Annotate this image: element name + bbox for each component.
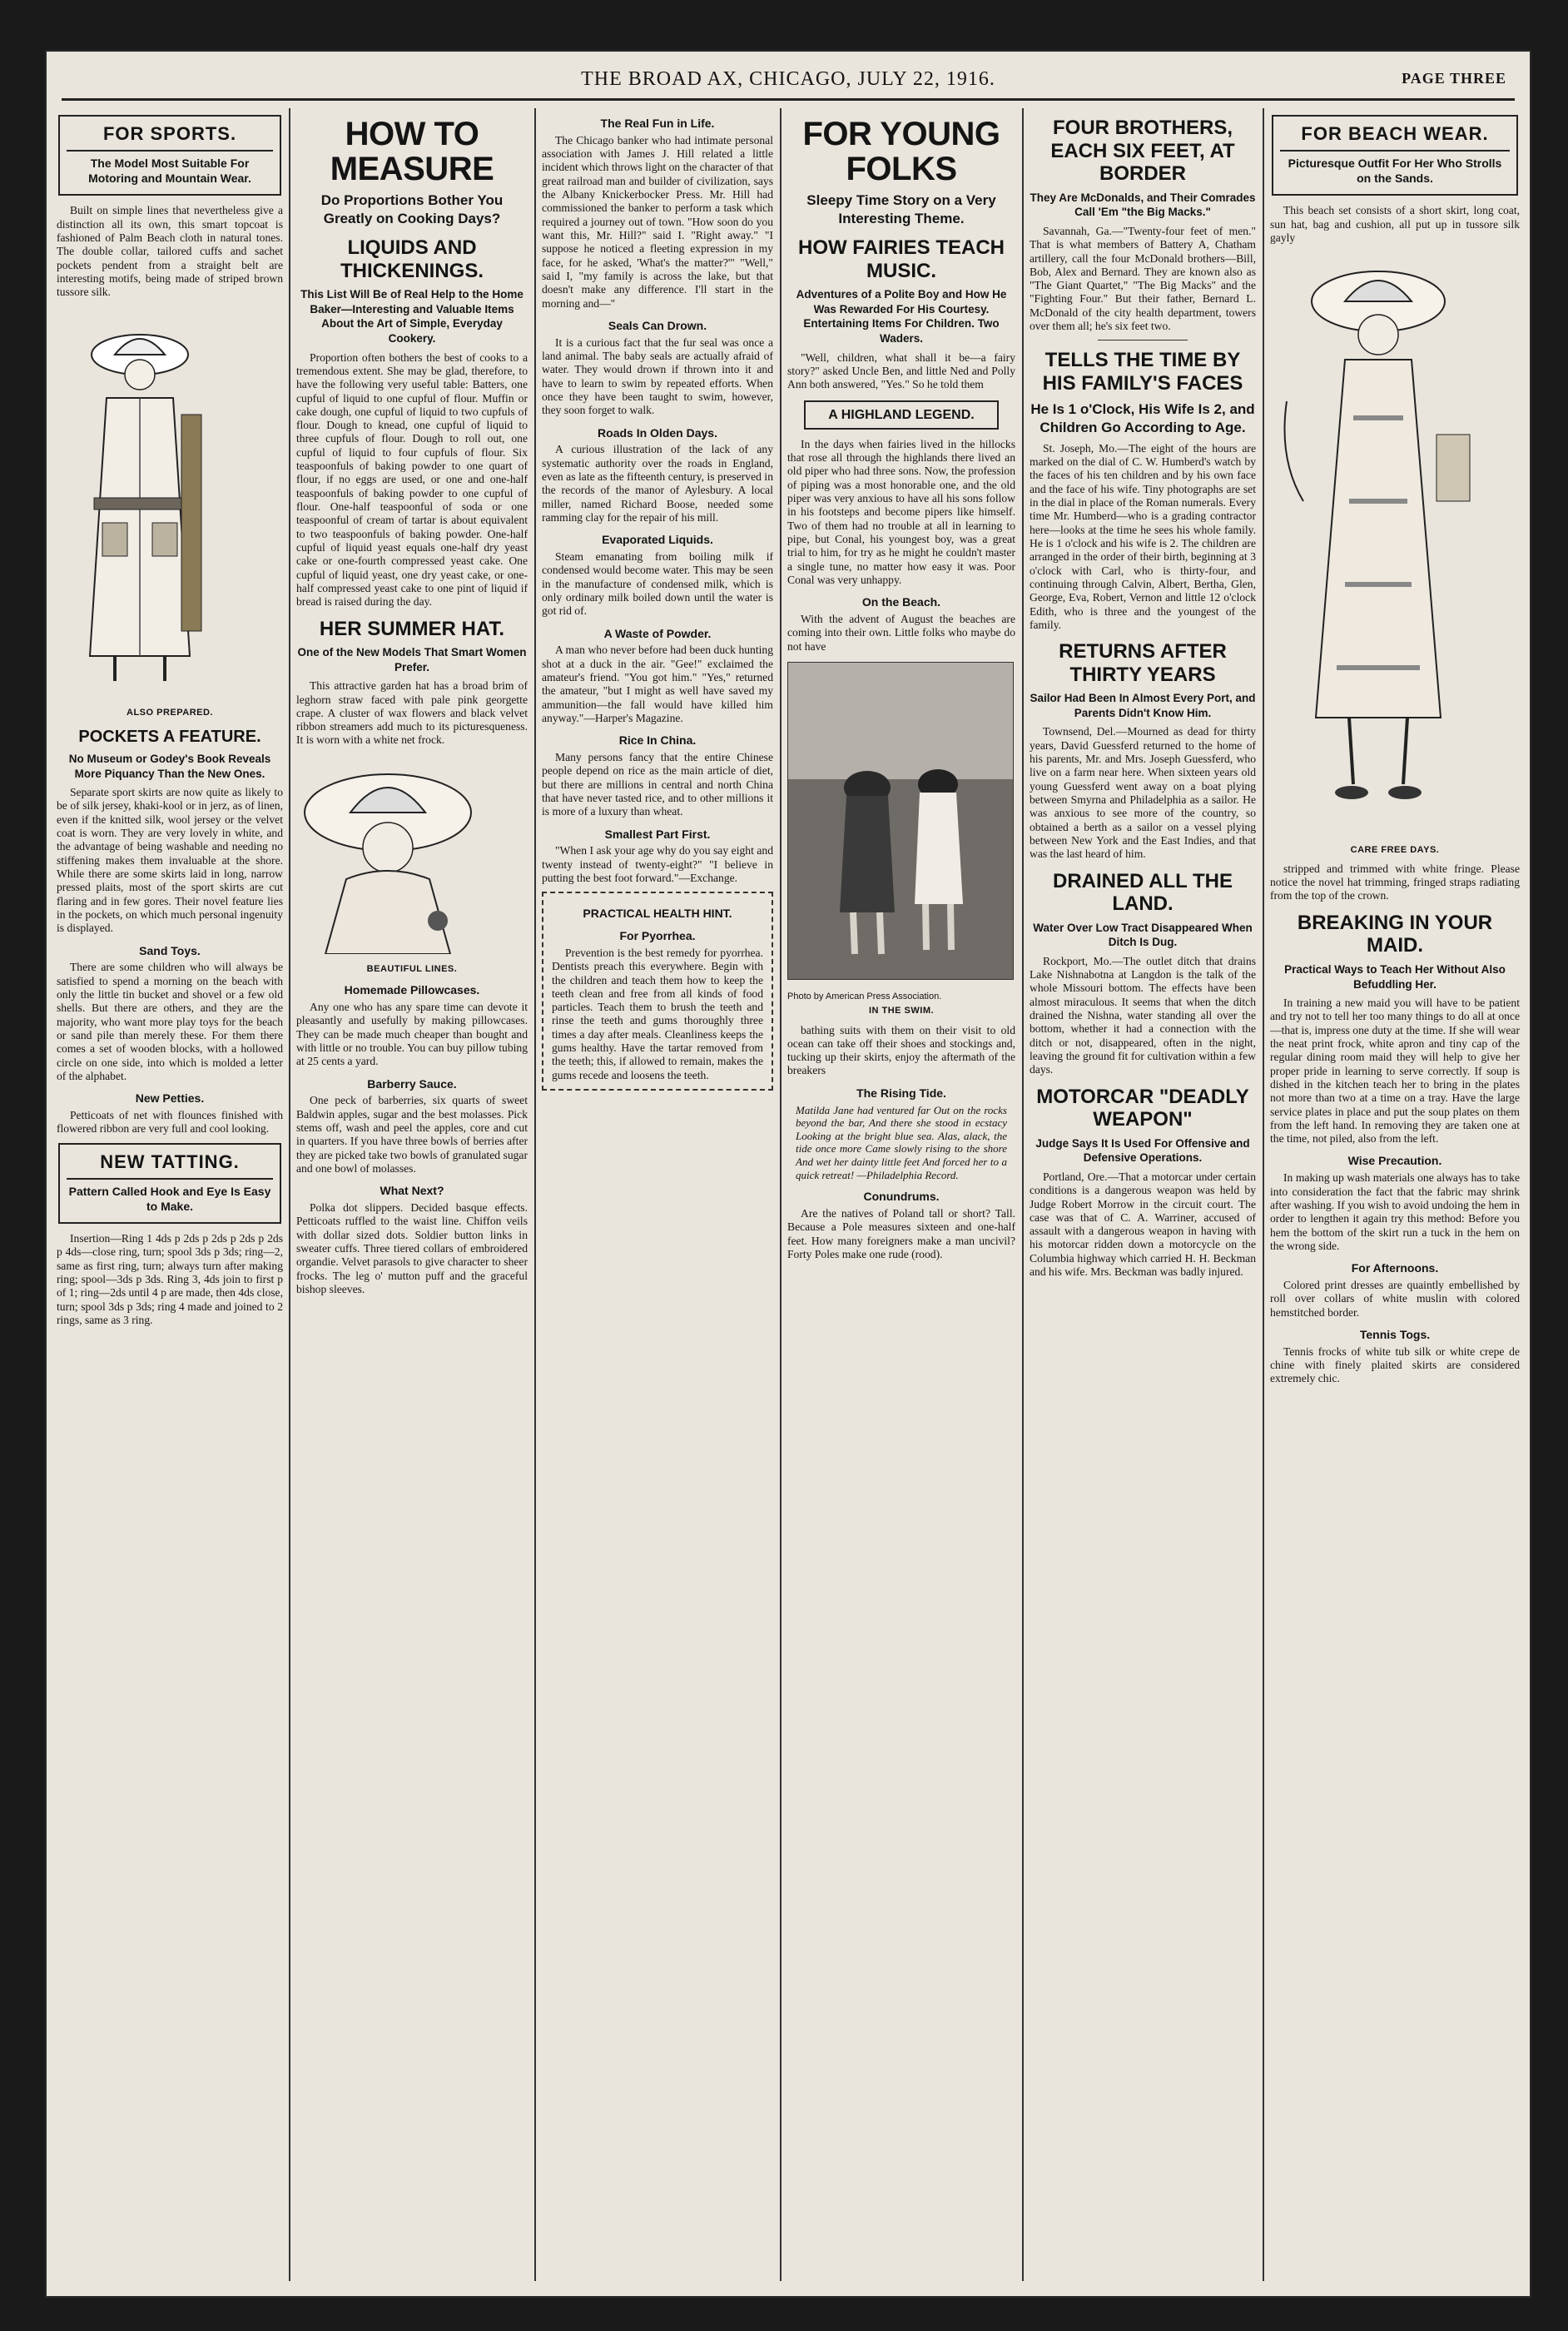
fairies-text: "Well, children, what shall it be—a fairy story?" asked Uncle Ben, and little Ned and Polly Ann both answered, "Yes." So he told them: [787, 350, 1015, 391]
on-the-beach-text-2: bathing suits with them on their visit to old ocean can take off their shoes and stockings and, tucking up their skirts, enjoy the aftermath of the breakers: [787, 1023, 1015, 1077]
breaking-in-maid-headline: BREAKING IN YOUR MAID.: [1297, 911, 1493, 957]
column-4: [787, 108, 1015, 2281]
fairies-deck: Adventures of a Polite Boy and How He Was Rewarded For His Courtesy. Entertaining Items For Children. Two Waders.: [796, 288, 1007, 345]
column-3: [542, 108, 773, 2281]
measure-text: Proportion often bothers the best of cooks to a tremendous extent. She may be glad, therefore, to have the following very useful table: Batters, one cupful of liquid to one cupful of flour. Muffin or cake dough, one cupful of liquid to two cupfuls of flour. Dough to knead, one cupful of liquid to three cupfuls of flour. Dough to roll out, one cupful of liquid to four cupfuls of flour. Six teaspoonfuls of baking powder to one quart of flour, if no eggs are used, or one and one-half teaspoonfuls of baking powder to one cupful of flour. One-half teaspoonful of soda or one teaspoonful of cream of tartar is about equivalent to two teaspoonfuls of baking powder. One-half cupful of liquid yeast equals one-half dry yeast cake or one-fourth compressed yeast cake. One cupful of liquid yeast, one dry yeast cake, or one-half compressed yeast cake to one pint of liquid if bread is raised during the day.: [296, 350, 528, 609]
pockets-deck: No Museum or Godey's Book Reveals More Piquancy Than the New Ones.: [68, 753, 271, 780]
what-next-text: Polka dot slippers. Decided basque effects. Petticoats ruffled to the waist line. Chiffon veils with dollar sized dots. Soldier button links in sweater cuffs. Three tiered collars of embroidered organdie. Velvet parasols to give character to sheer frocks. The leg o' mutton puff and the graceful bishop sleeves.: [296, 1201, 528, 1295]
tells-time-text: St. Joseph, Mo.—The eight of the hours are marked on the dial of C. W. Humberd's watch by the faces of his ten children and by his own face and the face of his wife. Tiny photographs are set in the dial in place of the Roman numerals. Every time Mr. Humberd—who is a grading contractor here—looks at the time he sees his whole family. He is 1 o'clock and his wife is 2. The children are arranged in the order of their birth, beginning at 3 o'clock with Carl, who is thirty-four, and continuing through Calvin, Albert, Bertha, Glen, George, Eva, Robert, Vernon and little 12 o'clock Edith, who is three and the youngest of the family.: [1030, 441, 1256, 631]
how-to-measure-deck: Do Proportions Bother You Greatly on Cooking Days?: [320, 192, 504, 227]
beach-wear-text: This beach set consists of a short skirt, long coat, sun hat, bag and cushion, all put up in tussore silk gayly: [1270, 204, 1520, 245]
returns-headline: RETURNS AFTER THIRTY YEARS: [1059, 640, 1227, 686]
highland-legend-label: A HIGHLAND LEGEND.: [804, 400, 999, 430]
new-tatting-title: NEW TATTING.: [67, 1151, 273, 1180]
liquids-deck: This List Will Be of Real Help to the Home Baker—Interesting and Valuable Items About the Art of Simple, Everyday Cookery.: [300, 288, 523, 345]
young-folks-deck: Sleepy Time Story on a Very Interesting Theme.: [806, 192, 996, 227]
sand-toys-text: There are some children who will always be satisfied to spend a morning on the beach with only the little tin bucket and shovel or a few old shells. But there are others, and they are the majority, who want more play toys for the beach or sand pile than merely these. For them there comes a set of wooden blocks, with a hollowed circle on one side, into which is molded a letter of the alphabet.: [57, 961, 283, 1082]
health-hint-title: PRACTICAL HEALTH HINT.: [583, 907, 732, 921]
column-2: [296, 108, 528, 2281]
photo-caption: IN THE SWIM.: [868, 1006, 935, 1016]
beach-wear-text-2: stripped and trimmed with white fringe. Please notice the novel hat trimming, fringed straps radiating from the top of the crown.: [1270, 862, 1520, 902]
for-afternoons-text: Colored print dresses are quaintly embellished by roll over collars of white muslin with colored hemstitched border.: [1270, 1278, 1520, 1319]
conundrums-text: Are the natives of Poland tall or short? Tall. Because a Pole measures sixteen and one-half feet. How many foreigners make a man uncivil? Forty Poles make one rude (rood).: [787, 1206, 1015, 1260]
waste-powder-headline: A Waste of Powder.: [603, 626, 712, 640]
masthead-title: THE BROAD AX, CHICAGO, JULY 22, 1916.: [581, 68, 995, 90]
sand-toys-headline: Sand Toys.: [139, 943, 201, 957]
summer-hat-text: This attractive garden hat has a broad brim of leghorn straw faced with pale pink georgette crape. A cluster of wax flowers and black velvet ribbon streamers add much to its picturesqueness. It is worn with a white net frock.: [296, 679, 528, 747]
sports-text: Built on simple lines that nevertheless give a distinction all its own, this smart topcoat is fashioned of Palm Beach cloth in natural tones. The double collar, tailored cuffs and sachet pockets pendent from a straight belt are interesting motifs, being made of striped brown tussore silk.: [57, 204, 283, 299]
in-the-swim-photo: [787, 662, 1014, 980]
pockets-headline: POCKETS A FEATURE.: [78, 728, 261, 747]
roads-headline: Roads In Olden Days.: [598, 425, 717, 440]
four-brothers-headline: FOUR BROTHERS, EACH SIX FEET, AT BORDER: [1050, 117, 1235, 186]
wise-precaution-headline: Wise Precaution.: [1347, 1154, 1442, 1168]
breaking-in-maid-deck: Practical Ways to Teach Her Without Also Befuddling Her.: [1284, 962, 1506, 991]
drained-deck: Water Over Low Tract Disappeared When Ditch Is Dug.: [1033, 921, 1253, 949]
new-petties-headline: New Petties.: [135, 1091, 205, 1106]
tells-time-headline: TELLS THE TIME BY HIS FAMILY'S FACES: [1042, 349, 1243, 395]
pockets-text: Separate sport skirts are now quite as likely to be of silk jersey, khaki-kool or in jerz, as of linen, even if the knitted silk, wool jersey or the velvet coat is worn. They are very lovely in white, and the advantage of being washable and needing no stiffening makes them invaluable at the shore. While there are some skirts laid in long, narrow pressed plaits, most of the sport skirts are cut flaring and in few gores. Their novel feature lies in the pockets, on which much personal ingenuity is displayed.: [57, 786, 283, 935]
page-label: PAGE THREE: [1402, 70, 1506, 87]
barberry-headline: Barberry Sauce.: [367, 1076, 457, 1091]
roads-text: A curious illustration of the lack of any systematic authority over the roads in England, even as late as the fifteenth century, is preserved in the records of the manor of Aylesbury. A local miller, named Richard Boose, needed some ramming clay for the repair of his mill.: [542, 443, 773, 524]
rice-text: Many persons fancy that the entire Chinese people depend on rice as the main article of diet, but there are millions in central and north China that have never tasted rice, and to other millions it is more of a luxury than wheat.: [542, 751, 773, 818]
seals-text: It is a curious fact that the fur seal was once a land animal. The baby seals are actually afraid of water. They would drown if thrown into it and have to learn to swim by repeated efforts. When once they have been taught to swim, however, they soon forget to walk.: [542, 335, 773, 417]
four-brothers-text: Savannah, Ga.—"Twenty-four feet of men." That is what members of Battery A, Chatham artillery, call the four McDonald brothers—Bill, Bob, Alex and Bernard. They are known also as "The Giant Quartet," "The Big Macks" and the "Fighting Four." But their father, Bernard L. McDonald of the city health department, towers over them all; he's six feet two.: [1030, 224, 1256, 333]
summer-hat-caption: BEAUTIFUL LINES.: [366, 964, 458, 975]
pillowcases-headline: Homemade Pillowcases.: [344, 983, 480, 997]
column-rule: [534, 108, 536, 2281]
drained-headline: DRAINED ALL THE LAND.: [1053, 869, 1233, 916]
rising-tide-headline: The Rising Tide.: [856, 1086, 946, 1100]
fairies-headline: HOW FAIRIES TEACH MUSIC.: [797, 236, 1005, 282]
column-1: [57, 108, 283, 2281]
new-petties-text: Petticoats of net with flounces finished with flowered ribbon are very full and cool looking.: [57, 1109, 283, 1136]
column-5: [1030, 108, 1256, 2281]
liquids-headline: LIQUIDS AND THICKENINGS.: [340, 236, 484, 282]
tennis-togs-text: Tennis frocks of white tub silk or white crepe de chine with finely plaited skirts are considered extremely chic.: [1270, 1344, 1520, 1385]
for-beach-wear-title: FOR BEACH WEAR.: [1280, 123, 1510, 152]
on-the-beach-headline: On the Beach.: [861, 595, 941, 609]
evaporated-headline: Evaporated Liquids.: [602, 533, 713, 547]
waste-powder-text: A man who never before had been duck hunting shot at a duck in the air. "Gee!" exclaimed the amateur's friend. "You got him." "Yes," returned the amateur, "but I might as well have saved my ammunition—the fall would have killed him anyway."—Harper's Magazine.: [542, 644, 773, 724]
summer-hat-illustration: [296, 754, 479, 954]
tennis-togs-headline: Tennis Togs.: [1359, 1327, 1431, 1341]
smallest-part-text: "When I ask your age why do you say eight and twenty instead of twenty-eight?" "I believe in putting the best foot forward."—Exchange.: [542, 844, 773, 885]
returns-text: Townsend, Del.—Mourned as dead for thirty years, David Guessferd returned to the home of his parents, Mr. and Mrs. Joseph Guessferd, who live on a farm near here. When sixteen years old young Guessferd went away on a boat plying between Smyrna and Philadelphia as a sailor. He was anxious to see more of the country, so obtained a berth as a sailor on a vessel plying between New York and the East Indies, and that was the last heard of him.: [1030, 725, 1256, 861]
for-sports-title: FOR SPORTS.: [67, 123, 273, 152]
what-next-headline: What Next?: [380, 1184, 444, 1198]
barberry-text: One peck of barberries, six quarts of sweet Baldwin apples, sugar and the best molasses. Pick stems off, wash and peel the apples, core and cut in quarters. If you have three bowls of berries after they are picked take two bowls of granulated sugar and one bowl of molasses.: [296, 1094, 528, 1175]
breaking-in-maid-text: In training a new maid you will have to be patient and try not to tell her too many things to do all at once—that is, impress one duty at the time. If she will wear the neat print frock, white apron and tiny cap of the regular dining room maid they will help to give her proper pride in learning to serve correctly. If soup is dished in the kitchen teach her to bring in the plates not more than two at a time on a tray. Have the large service plates in place and put the soup plates on them from the left hand. In removing they are taken one at the time, not piled, also from the left.: [1270, 997, 1520, 1146]
motorcar-headline: MOTORCAR "DEADLY WEAPON": [1036, 1085, 1249, 1131]
on-the-beach-text: With the advent of August the beaches are coming into their own. Little folks who maybe do not have: [787, 612, 1015, 653]
pyorrhea-headline: For Pyorrhea.: [619, 929, 696, 943]
summer-hat-deck: One of the New Models That Smart Women Prefer.: [297, 646, 527, 673]
topcoat-illustration: [57, 306, 248, 698]
motorcar-deck: Judge Says It Is Used For Offensive and Defensive Operations.: [1035, 1136, 1250, 1165]
evaporated-text: Steam emanating from boiling milk if condensed would become water. This may be seen in the manufacture of condensed milk, which is only ordinary milk boiled down until the water is got rid of.: [542, 550, 773, 618]
returns-deck: Sailor Had Been In Almost Every Port, and Parents Didn't Know Him.: [1030, 692, 1256, 719]
real-fun-headline: The Real Fun in Life.: [600, 117, 715, 130]
summer-hat-headline: HER SUMMER HAT.: [319, 617, 505, 640]
for-beach-wear-box: [1272, 115, 1518, 196]
pillowcases-text: Any one who has any spare time can devote it pleasantly and usefully by making pillowcases. They can be made much cheaper than bought and with little or no trouble. You can buy pillow tubing at 25 cents a yard.: [296, 1001, 528, 1068]
tatting-text: Insertion—Ring 1 4ds p 2ds p 2ds p 2ds p 2ds p 4ds—close ring, turn; spool 3ds p 3ds; ring—2, same as first ring, turn; always turn after making ring; spool—3ds p 3ds. Ring 3, 4ds join to first p of 1; ring—2ds until 4 p are made, then 4ds close, turn; spool 3ds p 3ds; ring 4 made and joined to 2 rings, same as 3 ring.: [57, 1232, 283, 1326]
pyorrhea-text: Prevention is the best remedy for pyorrhea. Dentists preach this everywhere. Begin with the children and teach them how to keep the teeth clean and free from all kinds of food particles. Teach them to brush the teeth and rinse the teeth and gums thoroughly three times a day after meals. Cleanliness keeps the gums healthy. Have the tartar removed from the teeth; this, if allowed to remain, makes the gums recede and loosens the teeth.: [552, 946, 763, 1081]
newspaper-page: [45, 50, 1531, 2298]
rice-headline: Rice In China.: [618, 733, 697, 748]
sports-caption: ALSO PREPARED.: [127, 707, 213, 718]
how-to-measure-headline: HOW TO MEASURE: [330, 116, 494, 187]
beach-wear-caption: CARE FREE DAYS.: [1350, 844, 1440, 855]
masthead: [62, 65, 1515, 101]
real-fun-text: The Chicago banker who had intimate personal association with James J. Hill related a little incident which throws light on the character of that great railroad man and builder of civilization, says the Albany Knickerbocker Press. Mr. Hill had commissioned the banker to perform a task which required a journey out of town. "How soon do you want this, Mr. Hill?" said I. "Right away." "I suppose he noticed a fleeting expression in my face, for he asked, 'What's the matter?'" "Well," said I, "my family is across the lake, but that doesn't make any difference. I'll start in the morning and—": [542, 133, 773, 310]
for-afternoons-headline: For Afternoons.: [1351, 1261, 1439, 1275]
column-6: [1270, 108, 1520, 2281]
conundrums-headline: Conundrums.: [863, 1190, 940, 1204]
drained-text: Rockport, Mo.—The outlet ditch that drains Lake Nishnabotna at Langdon is the talk of the whole Missouri bottom. The effects have been almost miraculous. It seems that when the ditch drained the Nishna, water standing all over the bottom, whether it had a connection with the ditch or not, disappeared, often in the night, leaving the ground fit for cultivation within a few days.: [1030, 954, 1256, 1076]
new-tatting-subtitle: Pattern Called Hook and Eye Is Easy to Make.: [68, 1185, 271, 1213]
photo-credit: Photo by American Press Association.: [787, 992, 942, 1002]
young-folks-headline: FOR YOUNG FOLKS: [802, 116, 1000, 187]
wise-precaution-text: In making up wash materials one always has to take into consideration the fact that the fabric may shrink after washing. If you wish to avoid undoing the hem in order to lengthen it again try this method: Before you hem the bottom of the skirt run a tuck in the hem on the wrong side.: [1270, 1171, 1520, 1252]
for-sports-subtitle: The Model Most Suitable For Motoring and Mountain Wear.: [88, 157, 251, 185]
for-sports-box: [58, 115, 281, 196]
column-rule: [1022, 108, 1024, 2281]
smallest-part-headline: Smallest Part First.: [604, 827, 711, 841]
column-rule: [780, 108, 782, 2281]
highland-legend-text: In the days when fairies lived in the hillocks that rose all through the highlands there lived an old piper who had three sons. Now, the profession of piping was a most honorable one, and the old piper was very anxious to have all his sons follow in his footsteps and become pipers like himself. Two of them had no trouble at all in learning to pipe, but Conal, his youngest boy, was a great trial to him, for try as he might he couldn't master a single tune, no matter how easy it was. Poor Conal was very unhappy.: [787, 437, 1015, 586]
column-rule: [289, 108, 290, 2281]
new-tatting-box: [58, 1143, 281, 1224]
seals-headline: Seals Can Drown.: [608, 318, 707, 332]
for-beach-wear-subtitle: Picturesque Outfit For Her Who Strolls on the Sands.: [1288, 157, 1502, 185]
four-brothers-deck: They Are McDonalds, and Their Comrades Call 'Em "the Big Macks.": [1030, 191, 1256, 219]
health-hint-box: [542, 892, 773, 1091]
tells-time-deck: He Is 1 o'Clock, His Wife Is 2, and Children Go According to Age.: [1030, 400, 1255, 435]
beach-wear-illustration: [1270, 251, 1486, 834]
motorcar-text: Portland, Ore.—That a motorcar under certain conditions is a dangerous weapon was held by Judge Robert Morrow in the circuit court. The case was that of C. A. Warriner, accused of assault with a dangerous weapon in having with his motorcar ridden down a motorcycle on the Columbia highway which carried H. H. Beckman and his wife. Mrs. Beckman was badly injured.: [1030, 1170, 1256, 1279]
column-rule: [1263, 108, 1264, 2281]
rising-tide-poem: Matilda Jane had ventured far Out on the rocks beyond the bar, And there she stood in ecstacy Looking at the bright blue sea. Alas, alack, the tide once more Came slowly rising to the shore And wet her dainty little feet And forced her to a quick retreat! —Philadelphia Record.: [796, 1103, 1007, 1181]
